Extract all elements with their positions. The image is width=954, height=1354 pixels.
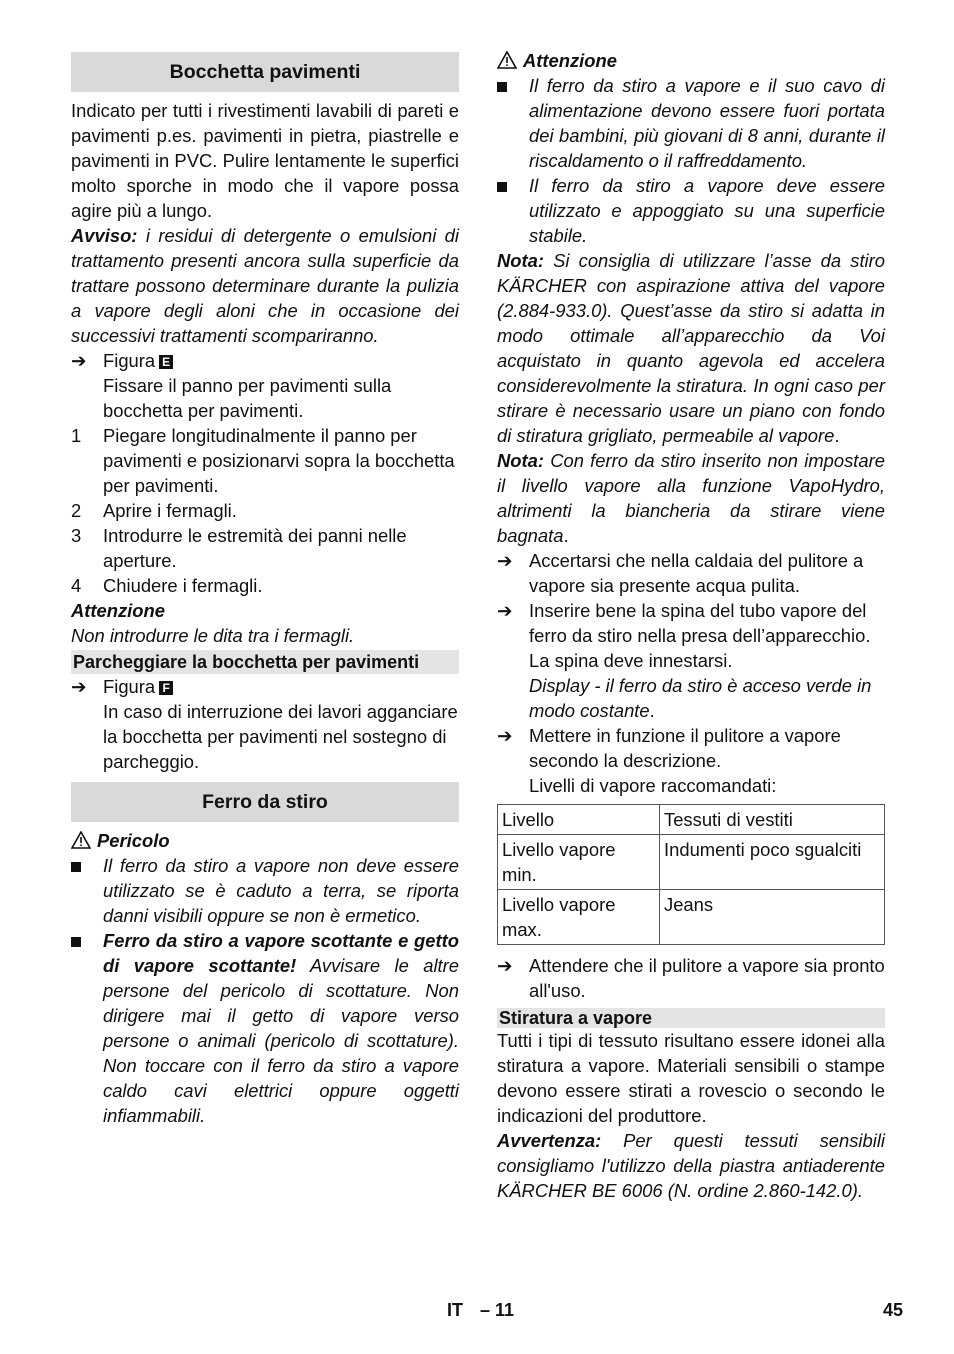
attenzione-bullet-1: Il ferro da stiro a vapore e il suo cavo di alimentazione devono essere fuori portata dei bambini, più giovani di 8 anni, durante il riscaldamento o il raffreddamento. (497, 73, 885, 173)
pericolo-heading: Pericolo (71, 828, 459, 853)
step-3 (71, 523, 459, 573)
step-1 (71, 423, 459, 498)
right-column (497, 48, 885, 1203)
instruction-1: ➔ Accertarsi che nella caldaia del pulitore a vapore sia presente acqua pulita. (497, 550, 864, 596)
footer-lang: IT (447, 1300, 463, 1320)
table-header: Tessuti di vestiti (660, 805, 885, 835)
left-column (71, 48, 459, 1128)
bullet-square-icon (71, 862, 81, 872)
nota-1: Nota: Si consiglia di utilizzare l’asse da stiro KÄRCHER con aspirazione attiva del vapore (2.884-933.0). Quest’asse da stiro si adatta in modo ottimale all’apparecchio da Voi acquistato in quanto agevola ed accelera considerevolmente la stiratura. In ogni caso per stirare è necessario usare un piano con fondo di stiratura grigliato, permeabile al vapore. (497, 250, 885, 446)
stiratura-paragraph: Tutti i tipi di tessuto risultano essere idonei alla stiratura a vapore. Materiali sensibili o stampe devono essere stirati a rovescio o secondo le indicazioni del produttore. (497, 1030, 885, 1126)
table-row (498, 835, 885, 890)
section-title-bocchetta: Bocchetta pavimenti (71, 52, 459, 92)
table-row (498, 890, 885, 945)
table-cell: Livello vapore min. (498, 835, 660, 890)
step-text: Introdurre le estremità dei panni nelle aperture. (103, 525, 407, 571)
step-text: Aprire i fermagli. (103, 500, 237, 521)
step-text: Piegare longitudinalmente il panno per pavimenti e posizionarvi sopra la bocchetta per pavimenti. (103, 425, 455, 496)
table-header: Livello (498, 805, 660, 835)
table-cell: Indumenti poco sgualciti (660, 835, 885, 890)
instruction-4: ➔ Attendere che il pulitore a vapore sia pronto all'uso. (497, 955, 885, 1001)
table-header-row (498, 805, 885, 835)
section-title-stiratura: Stiratura a vapore (497, 1008, 885, 1028)
instruction-2: ➔ Inserire bene la spina del tubo vapore del ferro da stiro nella presa dell’apparecchio. La spina deve innestarsi. Display - il ferro da stiro è acceso verde in modo costante. (497, 600, 872, 721)
footer-page-code: – 11 (480, 1300, 515, 1320)
avvertenza-paragraph: Avvertenza: Per questi tessuti sensibili consigliamo l'utilizzo della piastra antiaderente KÄRCHER BE 6006 (N. ordine 2.860-142.0). (497, 1130, 885, 1201)
avviso-label: Avviso: (71, 225, 138, 246)
figure-f-row (71, 674, 459, 699)
step-4 (71, 573, 459, 598)
step-number: 2 (71, 500, 82, 521)
warning-triangle-icon (71, 831, 91, 849)
intro-paragraph: Indicato per tutti i rivestimenti lavabili di pareti e pavimenti p.es. pavimenti in pietra, piastrelle e pavimenti in PVC. Pulire lentamente le superfici molto sporche in modo che il vapore possa agire più a lungo. (71, 100, 459, 221)
section-title-ferro: Ferro da stiro (71, 782, 459, 822)
figure-f-text: In caso di interruzione dei lavori agganciare la bocchetta per pavimenti nel sostegno di parcheggio. (103, 701, 458, 772)
avviso-paragraph (71, 223, 459, 348)
figure-label: Figura (103, 350, 156, 371)
arrow-icon: ➔ (497, 550, 513, 571)
nota-2: Nota: Con ferro da stiro inserito non impostare il livello vapore alla funzione VapoHydro, altrimenti la biancheria da stirare viene bagnata. (497, 450, 885, 546)
steam-level-table (497, 804, 885, 945)
figure-e-text: Fissare il panno per pavimenti sulla bocchetta per pavimenti. (103, 375, 392, 421)
attenzione-heading-right: Attenzione (497, 48, 885, 73)
step-text: Chiudere i fermagli. (103, 575, 263, 596)
step-number: 3 (71, 525, 82, 546)
table-cell: Jeans (660, 890, 885, 945)
table-cell: Livello vapore max. (498, 890, 660, 945)
figure-badge-e: E (159, 355, 173, 369)
attenzione-bullet-2: Il ferro da stiro a vapore deve essere utilizzato e appoggiato su una superficie stabile. (497, 173, 885, 248)
bullet-square-icon (497, 82, 507, 92)
arrow-icon: ➔ (497, 725, 513, 746)
pericolo-bullet-2: Ferro da stiro a vapore scottante e getto di vapore scottante! Avvisare le altre persone del pericolo di scottature. Non dirigere mai il getto di vapore verso persone o animali (pericolo di scottature). Non toccare con il ferro da stiro a vapore caldo cavi elettrici oppure oggetti infiammabili. (71, 928, 459, 1128)
bullet-square-icon (71, 937, 81, 947)
figure-badge-f: F (159, 681, 173, 695)
footer-page-number: 45 (883, 1300, 904, 1320)
figure-label: Figura (103, 676, 156, 697)
arrow-icon: ➔ (71, 350, 87, 371)
step-number: 1 (71, 425, 82, 446)
warning-triangle-icon (497, 51, 517, 69)
avviso-text: i residui di detergente o emulsioni di trattamento presenti ancora sulla superficie da trattare possono determinare durante la pulizia a vapore degli aloni che in occasione dei successivi trattamenti scompariranno. (71, 225, 459, 346)
figure-e-row (71, 348, 459, 373)
step-2 (71, 498, 459, 523)
attenzione-text: Non introdurre le dita tra i fermagli. (71, 625, 355, 646)
arrow-icon: ➔ (497, 955, 513, 976)
pericolo-bullet-1: Il ferro da stiro a vapore non deve essere utilizzato se è caduto a terra, se riporta danni visibili oppure se non è ermetico. (71, 853, 459, 928)
attenzione-heading: Attenzione (71, 600, 165, 621)
bullet-square-icon (497, 182, 507, 192)
section-title-parcheggiare: Parcheggiare la bocchetta per pavimenti (71, 650, 459, 674)
step-number: 4 (71, 575, 82, 596)
arrow-icon: ➔ (497, 600, 513, 621)
instruction-3: ➔ Mettere in funzione il pulitore a vapore secondo la descrizione. Livelli di vapore raccomandati: (497, 725, 841, 796)
arrow-icon: ➔ (71, 676, 87, 697)
